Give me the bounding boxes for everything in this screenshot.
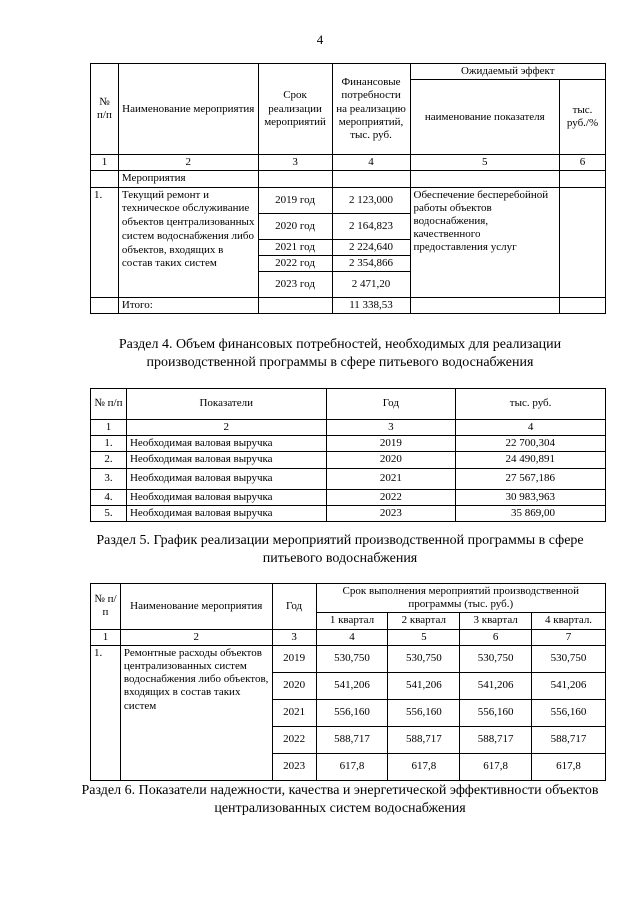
col-num: 3 [326, 420, 456, 436]
col-num: 6 [560, 155, 606, 171]
row-number: 1. [91, 436, 127, 452]
year-cell: 2020 [326, 452, 456, 468]
header-num: № п/п [91, 389, 127, 420]
header-indicators: Показатели [126, 389, 326, 420]
header-term: Срок реализации мероприятий [258, 64, 332, 155]
quarter-value: 541,206 [532, 672, 606, 699]
column-number-row [91, 420, 606, 436]
year-cell: 2019 год [259, 188, 332, 214]
quarter-value: 530,750 [388, 645, 460, 672]
year-cell: 2020 год [259, 214, 332, 240]
value-cell: 27 567,186 [456, 468, 606, 489]
total-row [91, 297, 606, 313]
table-header-row [91, 584, 606, 613]
amount-cell: 2 224,640 [333, 240, 410, 256]
measure-name: Текущий ремонт и техническое обслуживание объектов централизованных систем водоснабжения либо объектов, входящих в состав таких систем [118, 187, 258, 297]
measure-name: Ремонтные расходы объектов централизованных систем водоснабжения либо объектов, входящих в состав таких систем [120, 645, 272, 780]
row-number: 3. [91, 468, 127, 489]
page-number: 4 [316, 32, 324, 47]
year-cell: 2021 год [259, 240, 332, 256]
value-cell: 22 700,304 [456, 436, 606, 452]
quarter-value: 556,160 [460, 699, 532, 726]
quarter-value: 541,206 [460, 672, 532, 699]
quarter-header: 1 квартал [316, 613, 388, 629]
indicator-name: Необходимая валовая выручка [126, 505, 326, 521]
total-value: 11 338,53 [332, 297, 410, 313]
schedule-table [90, 583, 606, 781]
col-num: 4 [316, 629, 388, 645]
table-row [91, 489, 606, 505]
table-row [91, 645, 606, 672]
quarter-value: 588,717 [388, 726, 460, 753]
column-number-row [91, 155, 606, 171]
amount-cell: 2 354,866 [333, 256, 410, 272]
col-num: 4 [456, 420, 606, 436]
col-num: 5 [388, 629, 460, 645]
quarter-header: 4 квартал. [532, 613, 606, 629]
quarter-header: 2 квартал [388, 613, 460, 629]
quarter-value: 617,8 [460, 753, 532, 780]
quarter-value: 530,750 [460, 645, 532, 672]
indicator-name: Необходимая валовая выручка [126, 436, 326, 452]
quarter-value: 530,750 [532, 645, 606, 672]
header-unit: тыс. руб. [456, 389, 606, 420]
measure-row [91, 187, 606, 297]
indicator-name: Необходимая валовая выручка [126, 489, 326, 505]
quarter-header: 3 квартал [460, 613, 532, 629]
quarter-value: 588,717 [532, 726, 606, 753]
col-num: 1 [91, 420, 127, 436]
row-number: 1. [91, 187, 119, 297]
year-cell: 2023 год [275, 277, 315, 290]
header-term: Срок выполнения мероприятий производственной программы (тыс. руб.) [316, 584, 605, 613]
col-num: 7 [532, 629, 606, 645]
quarter-value: 617,8 [316, 753, 388, 780]
header-finance: Финансовые потребности на реализацию мероприятий, тыс. руб. [332, 64, 410, 155]
table-row [91, 468, 606, 489]
value-cell: 30 983,963 [456, 489, 606, 505]
year-cell: 2019 [272, 645, 316, 672]
year-cell: 2023 [326, 505, 456, 521]
table-row [91, 436, 606, 452]
header-name: Наименование мероприятия [120, 584, 272, 630]
header-num: № п/п [91, 64, 119, 155]
header-num: № п/п [91, 584, 121, 630]
table-row [91, 452, 606, 468]
row-number: 4. [91, 489, 127, 505]
header-unit: тыс. руб./% [560, 80, 606, 155]
quarter-value: 541,206 [388, 672, 460, 699]
quarter-value: 588,717 [316, 726, 388, 753]
col-num: 2 [126, 420, 326, 436]
col-num: 4 [332, 155, 410, 171]
col-num: 1 [91, 155, 119, 171]
year-cell: 2022 [272, 726, 316, 753]
row-number: 5. [91, 505, 127, 521]
year-cell: 2020 [272, 672, 316, 699]
total-label: Итого: [118, 297, 258, 313]
section-row [91, 171, 606, 187]
section-6-heading: Раздел 6. Показатели надежности, качества и энергетической эффективности объектов централизованных систем водоснабжения [81, 783, 599, 816]
amount-cell: 2 164,823 [333, 214, 410, 240]
year-cell: 2021 [272, 699, 316, 726]
year-cell: 2021 [326, 468, 456, 489]
table-header-row [91, 64, 606, 80]
year-cell: 2019 [326, 436, 456, 452]
col-num: 6 [460, 629, 532, 645]
value-cell: 24 490,891 [456, 452, 606, 468]
col-num: 2 [120, 629, 272, 645]
quarter-value: 617,8 [532, 753, 606, 780]
section-5-heading: Раздел 5. График реализации мероприятий производственной программы в сфере питьевого водоснабжения [96, 533, 584, 566]
header-year: Год [326, 389, 456, 420]
header-indicator: наименование показателя [410, 80, 560, 155]
section-4-heading: Раздел 4. Объем финансовых потребностей, необходимых для реализации производственной программы в сфере питьевого водоснабжения [118, 337, 562, 370]
quarter-value: 556,160 [532, 699, 606, 726]
quarter-value: 556,160 [316, 699, 388, 726]
row-number: 1. [91, 645, 121, 780]
indicator-name: Необходимая валовая выручка [126, 452, 326, 468]
quarter-value: 556,160 [388, 699, 460, 726]
row-number: 2. [91, 452, 127, 468]
measures-table [90, 63, 606, 314]
year-cell: 2023 [272, 753, 316, 780]
amount-cell: 2 471,20 [351, 277, 391, 290]
indicator-name: Необходимая валовая выручка [126, 468, 326, 489]
col-num: 3 [258, 155, 332, 171]
col-num: 1 [91, 629, 121, 645]
header-year: Год [272, 584, 316, 630]
quarter-value: 617,8 [388, 753, 460, 780]
quarter-value: 541,206 [316, 672, 388, 699]
section-label: Мероприятия [118, 171, 258, 187]
year-cell: 2022 год [259, 256, 332, 272]
year-cell: 2022 [326, 489, 456, 505]
col-num: 5 [410, 155, 560, 171]
column-number-row [91, 629, 606, 645]
value-cell: 35 869,00 [456, 505, 606, 521]
quarter-value: 588,717 [460, 726, 532, 753]
header-name: Наименование мероприятия [118, 64, 258, 155]
col-num: 3 [272, 629, 316, 645]
effect-text: Обеспечение бесперебойной работы объектов водоснабжения, качественного предоставления услуг [410, 187, 560, 297]
table-row [91, 505, 606, 521]
table-header-row [91, 389, 606, 420]
amount-cell: 2 123,000 [333, 188, 410, 214]
revenue-table [90, 388, 606, 522]
header-effect: Ожидаемый эффект [410, 64, 606, 80]
col-num: 2 [118, 155, 258, 171]
quarter-value: 530,750 [316, 645, 388, 672]
